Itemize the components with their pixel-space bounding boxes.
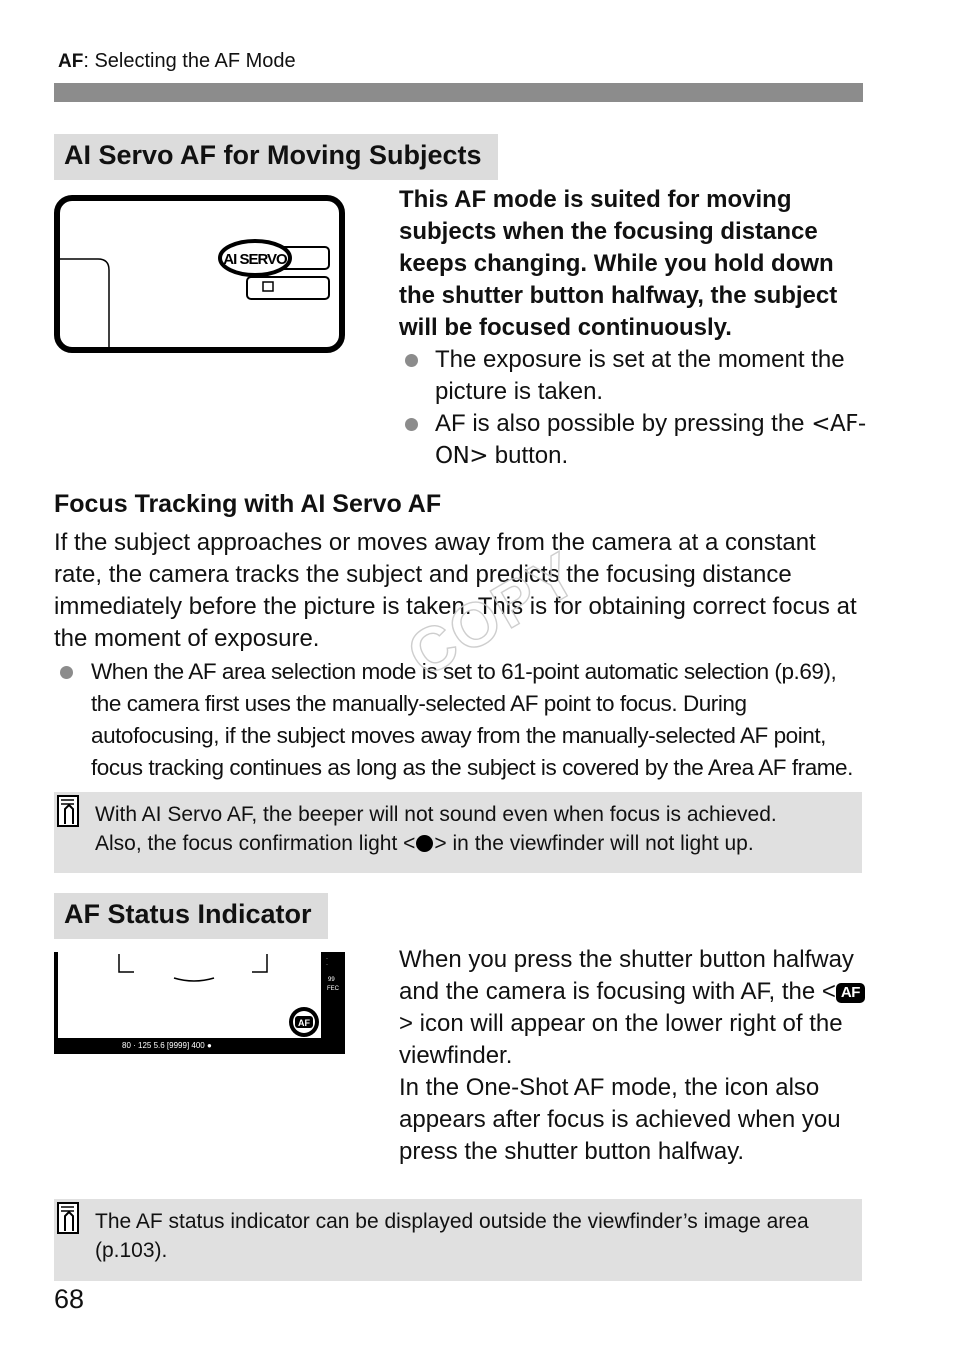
copy-watermark: COPY [396,539,591,691]
focus-confirmation-dot-icon [416,835,433,852]
note-af-status-text: The AF status indicator can be displayed outside the viewfinder’s image area (p.103). [95,1210,809,1262]
viewfinder-illustration [54,952,345,1054]
af-status-paragraph [399,944,869,1168]
focus-tracking-heading: Focus Tracking with AI Servo AF [54,490,442,518]
af-symbol: AF [58,51,84,72]
note-box-af-status [54,1199,862,1281]
note-beeper-line1: With AI Servo AF, the beeper will not sound even when focus is achieved. [95,803,777,826]
af-status-para1-suffix: > icon will appear on the lower right of the viewfinder. [399,1010,843,1069]
note-beeper-line2-text: Also, the focus confirmation light < [95,832,416,855]
section-title-ai-servo: AI Servo AF for Moving Subjects [54,134,498,180]
bullet-af-on-text: AF is also possible by pressing the [435,410,812,437]
af-status-para1 [399,944,869,1072]
focus-tracking-bullets [54,656,869,784]
note-beeper-line2-suffix: > in the viewfinder will not light up. [434,832,754,855]
note-box-beeper [54,792,862,873]
svg-text:·: · [326,956,328,962]
section-title-af-status: AF Status Indicator [54,893,328,939]
bullet-af-on-suffix: button. [488,442,569,469]
ai-servo-intro: This AF mode is suited for moving subjects when the focusing distance keeps changing. While you hold down the shutter button halfway, the subject will be focused continuously. [399,186,838,341]
svg-text:·: · [326,962,328,968]
bullet-af-on [399,408,869,472]
viewfinder-drawing [54,952,345,1054]
svg-text:99: 99 [328,977,335,983]
lcd-panel-drawing [60,201,339,347]
header-rule [54,83,863,102]
af-on-key-label: <AF-ON> [435,411,866,469]
note-icon [57,795,79,827]
header-title: : Selecting the AF Mode [83,50,296,72]
page-header [58,50,296,73]
vf-readout: 80 · 125 5.6 [9999] 400 ● [122,1041,212,1050]
page-number: 68 [54,1284,85,1314]
af-status-icon: AF [836,983,865,1003]
svg-text:FEC: FEC [327,986,339,992]
bullet-61-point: When the AF area selection mode is set to 61-point automatic selection (p.69), the camera first uses the manually-selected AF point to focus. During autofocusing, if the subject moves away from the manually-selected AF point, focus tracking continues as long as the subject is covered by the Area AF frame. [54,656,869,784]
note-beeper-line2 [95,829,852,858]
lcd-ai-servo-label: AI SERVO [223,251,287,268]
focus-tracking-paragraph: If the subject approaches or moves away from the camera at a constant rate, the camera tracks the subject and predicts the focusing distance immediately before the picture is taken. This is for obtaining correct focus at the moment of exposure. [54,529,857,652]
vf-af-icon-label: AF [298,1018,310,1028]
af-status-para1-text: When you press the shutter button halfway and the camera is focusing with AF, the < [399,946,854,1005]
lcd-panel-illustration [54,195,345,353]
ai-servo-bullets [399,344,869,472]
note-icon [57,1202,79,1234]
af-status-para2: In the One-Shot AF mode, the icon also appears after focus is achieved when you press the shutter button halfway. [399,1074,841,1165]
bullet-exposure: The exposure is set at the moment the picture is taken. [399,344,869,408]
